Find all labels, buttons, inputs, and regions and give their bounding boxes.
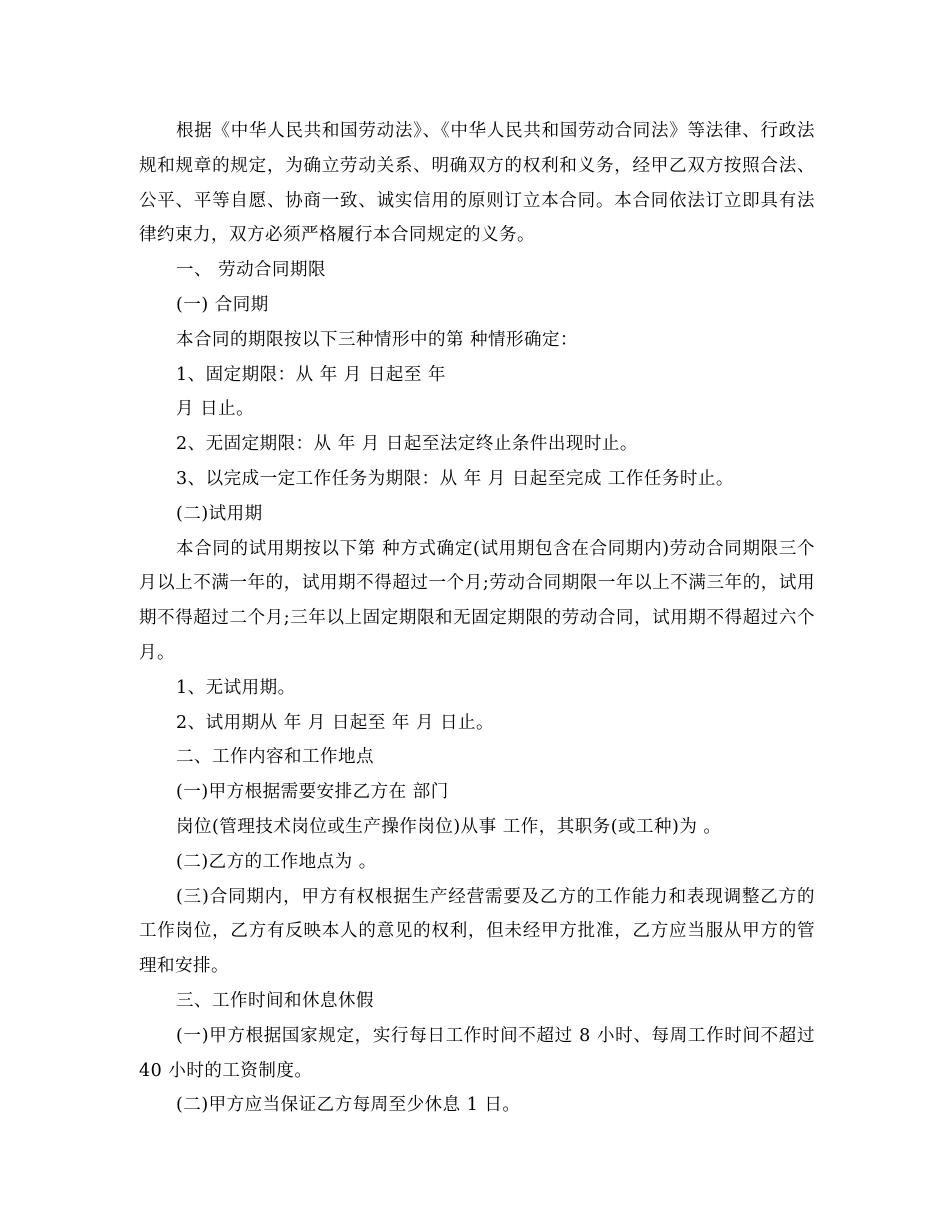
paragraph-department: (一)甲方根据需要安排乙方在 部门 (176, 782, 449, 803)
paragraph-position-adjustment: (三)合同期内，甲方有权根据生产经营需要及乙方的工作能力和表现调整乙方的工作岗位，乙方有反映本人的意见的权利，但未经甲方批准，乙方应当服从甲方的管理和安排。 (139, 886, 815, 977)
paragraph-position: 岗位(管理技术岗位或生产操作岗位)从事 工作，其职务(或工种)为 。 (176, 816, 722, 837)
paragraph-daily-hours: (一)甲方根据国家规定，实行每日工作时间不超过 8 小时、每周工作时间不超过 40 小时的工资制度。 (139, 1025, 815, 1081)
list-item-open-term: 2、无固定期限：从 年 月 日起至法定终止条件出现时止。 (176, 434, 638, 455)
paragraph-preamble: 根据《中华人民共和国劳动法》、《中华人民共和国劳动合同法》等法律、行政法规和规章的规定，为确立劳动关系、明确双方的权利和义务，经甲乙双方按照合法、公平、平等自愿、协商一致、诚实信用的原则订立本合同。本合同依法订立即具有法律约束力，双方必须严格履行本合同规定的义务。 (139, 121, 815, 246)
subsection-heading-probation: (二)试用期 (176, 503, 263, 524)
section-heading-contract-term: 一、 劳动合同期限 (176, 260, 327, 281)
section-heading-work-content: 二、工作内容和工作地点 (176, 747, 374, 768)
list-item-no-probation: 1、无试用期。 (176, 677, 296, 698)
paragraph-weekly-rest: (二)甲方应当保证乙方每周至少休息 1 日。 (176, 1095, 521, 1116)
document-body (139, 114, 815, 1123)
paragraph-probation-rules: 本合同的试用期按以下第 种方式确定(试用期包含在合同期内)劳动合同期限三个月以上不满一年的，试用期不得超过一个月;劳动合同期限一年以上不满三年的，试用期不得超过二个月;三年以上固定期限和无固定期限的劳动合同，试用期不得超过六个月。 (139, 538, 815, 663)
list-item-probation-dates: 2、试用期从 年 月 日起至 年 月 日止。 (176, 712, 495, 733)
paragraph-work-location: (二)乙方的工作地点为 。 (176, 851, 377, 872)
list-item-fixed-term: 1、固定期限：从 年 月 日起至 年 (176, 364, 446, 385)
list-item-fixed-term-end: 月 日止。 (176, 399, 255, 420)
subsection-heading-contract-period: (一) 合同期 (176, 294, 269, 315)
list-item-task-term: 3、以完成一定工作任务为期限：从 年 月 日起至完成 工作任务时止。 (176, 468, 734, 489)
section-heading-work-hours: 三、工作时间和休息休假 (176, 990, 374, 1011)
paragraph-term-options: 本合同的期限按以下三种情形中的第 种情形确定： (176, 329, 579, 350)
